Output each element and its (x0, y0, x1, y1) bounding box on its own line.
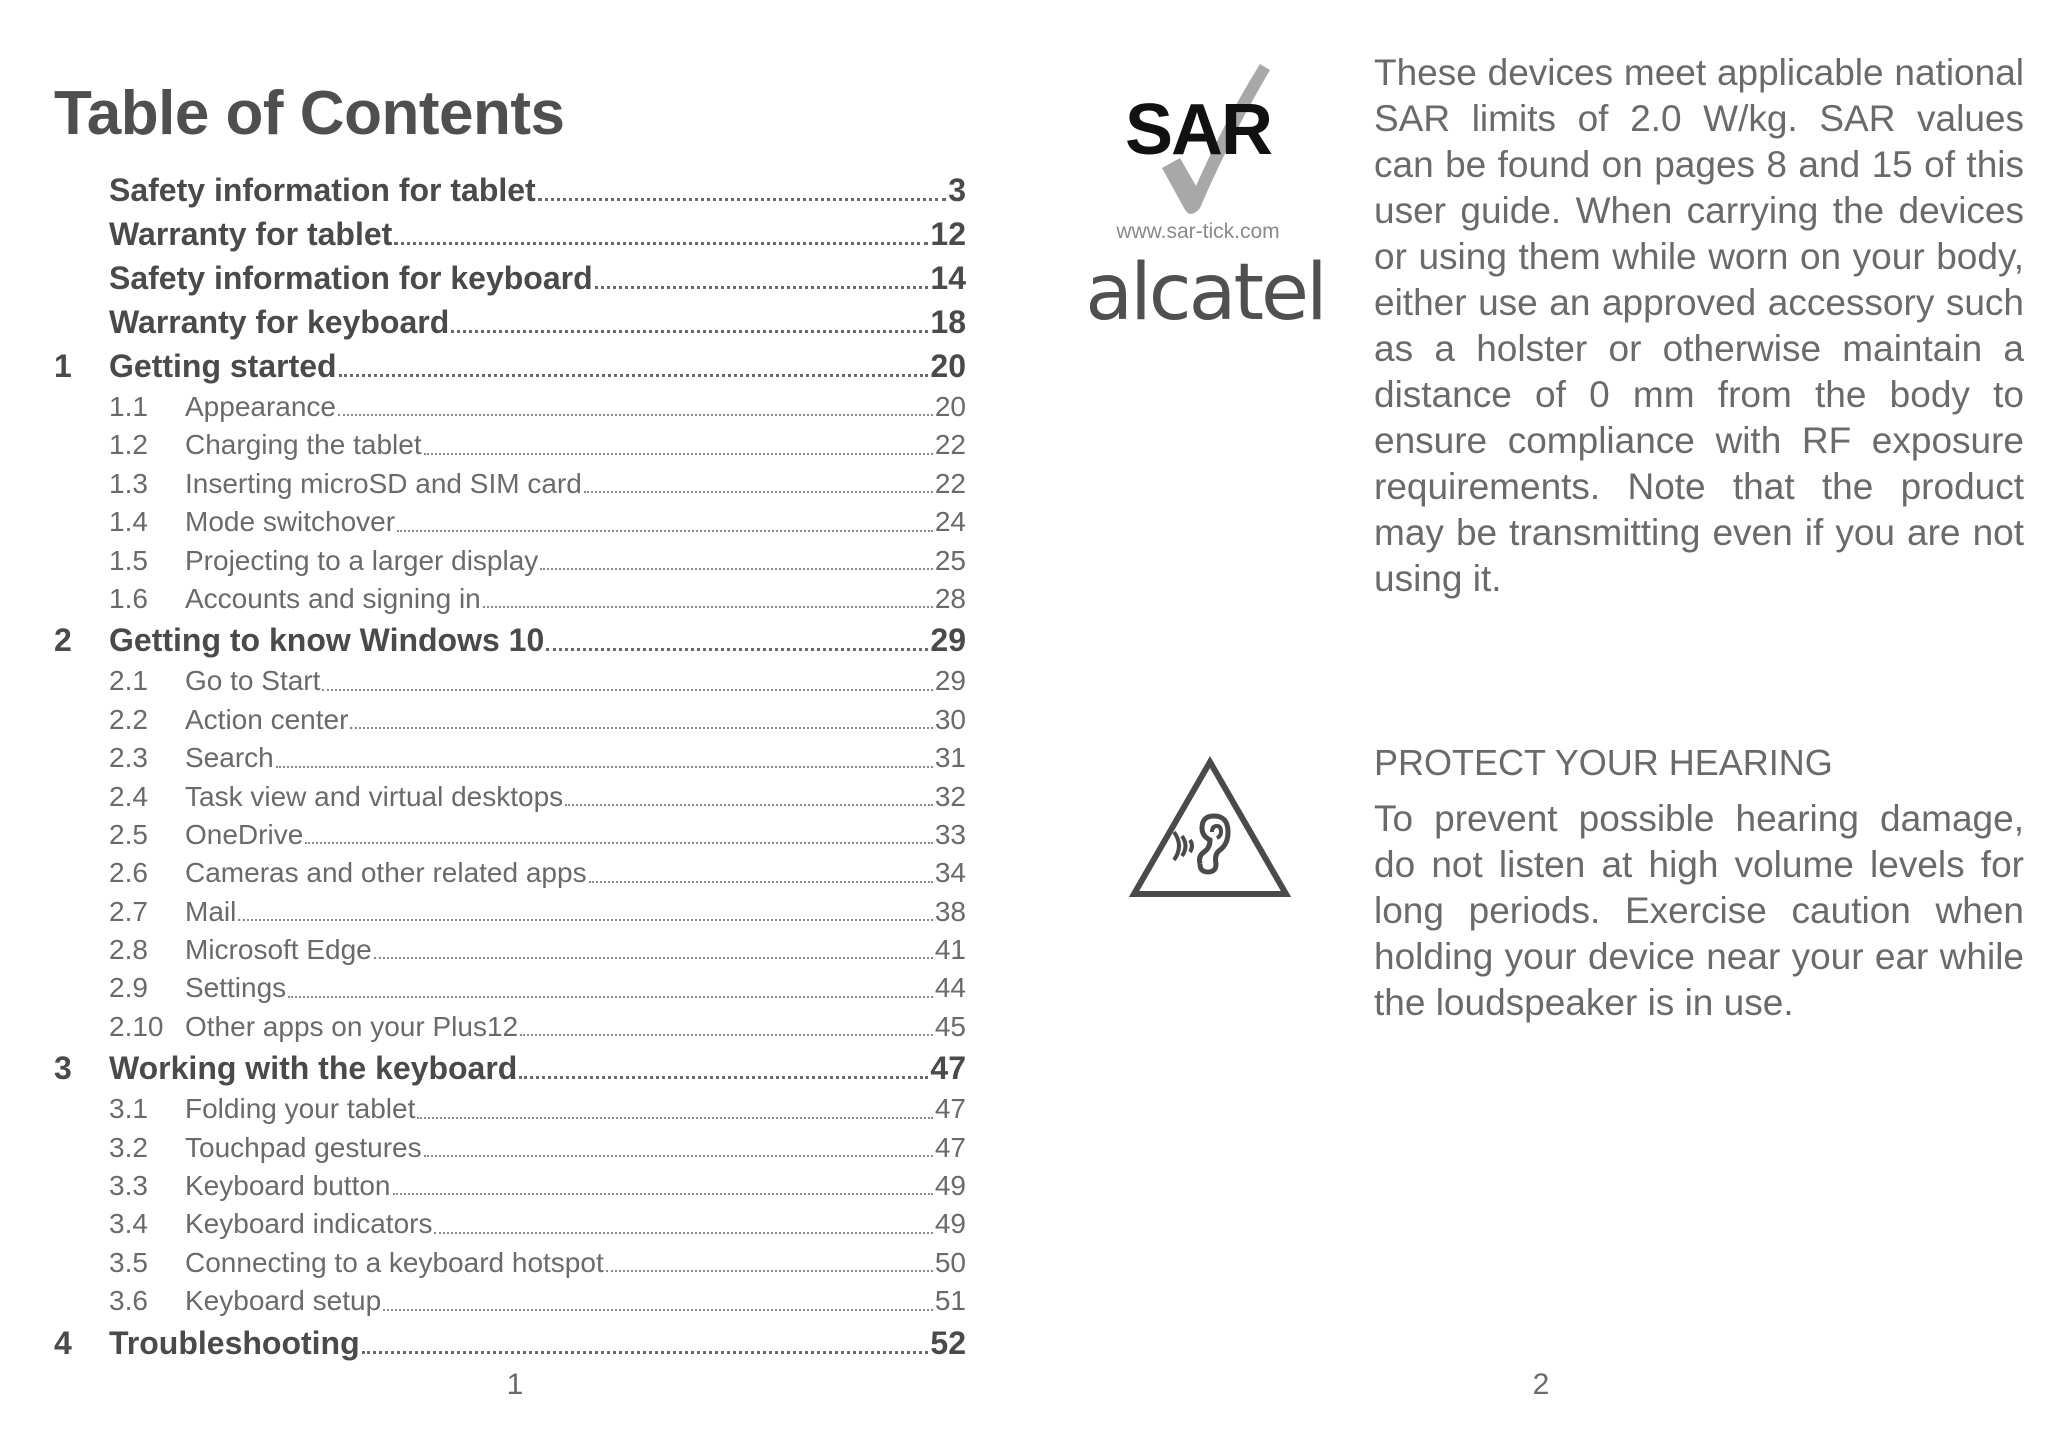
toc-title: Search (185, 742, 274, 774)
toc-page-number: 34 (934, 857, 966, 889)
toc-page-number: 50 (934, 1246, 966, 1278)
toc-section[interactable] (54, 1282, 966, 1320)
toc-section[interactable] (54, 931, 966, 969)
page-number-right: 2 (1532, 1368, 1550, 1401)
toc-chapter[interactable] (54, 212, 966, 256)
toc-title: Keyboard indicators (185, 1208, 433, 1240)
toc-number: 2.4 (109, 780, 148, 812)
toc-section[interactable] (54, 816, 966, 854)
toc-number: 3 (54, 1050, 72, 1087)
toc-number: 2.7 (109, 895, 148, 927)
toc-section[interactable] (54, 1244, 966, 1282)
toc-title: Troubleshooting (109, 1324, 360, 1361)
toc-leader (595, 286, 929, 289)
toc-page-number: 20 (930, 348, 966, 384)
sar-logo-text: SAR (1124, 90, 1272, 170)
toc-number: 1 (54, 348, 72, 384)
toc-section[interactable] (54, 426, 966, 464)
toc-page-number: 41 (934, 934, 966, 966)
toc-leader (350, 727, 932, 729)
toc-title: Mode switchover (185, 506, 396, 538)
toc-number: 2.10 (109, 1010, 164, 1042)
toc-leader (393, 1193, 933, 1195)
toc-title: Connecting to a keyboard hotspot (185, 1246, 604, 1278)
toc-title: Action center (185, 703, 349, 735)
toc-leader (424, 453, 933, 455)
toc-number: 2.9 (109, 972, 148, 1004)
alcatel-logo: alcatel (1085, 248, 1325, 338)
toc-title: Microsoft Edge (185, 934, 372, 966)
toc-number: 1.1 (109, 391, 148, 422)
toc-page-number: 52 (930, 1324, 966, 1361)
toc-number: 3.2 (109, 1131, 148, 1163)
toc-section[interactable] (54, 662, 966, 700)
toc-title: Working with the keyboard (109, 1050, 518, 1087)
toc-section[interactable] (54, 739, 966, 777)
toc-title: Mail (185, 895, 237, 927)
toc-title: Other apps on your Plus12 (185, 1010, 519, 1042)
toc-title: Touchpad gestures (185, 1131, 422, 1163)
toc-leader (546, 648, 928, 651)
toc-leader (338, 414, 933, 416)
toc-title: Keyboard setup (185, 1285, 382, 1317)
toc-number: 1.6 (109, 582, 148, 614)
toc-leader (339, 374, 929, 377)
toc-section[interactable] (54, 503, 966, 541)
toc-leader (540, 568, 933, 570)
toc-leader (394, 242, 928, 245)
toc-title: Charging the tablet (185, 429, 422, 461)
toc-page-number: 29 (930, 622, 966, 659)
toc-page-number: 25 (934, 544, 966, 576)
toc-section[interactable] (54, 580, 966, 618)
toc-leader (434, 1232, 932, 1234)
toc-page-number: 44 (934, 972, 966, 1004)
toc-page-number: 22 (934, 467, 966, 499)
toc-page-number: 14 (930, 260, 966, 296)
sar-paragraph: These devices meet applicable national SAR limits of 2.0 W/kg. SAR values can be found on pages 8 and 15 of this user guide. When carrying the devices or using them while worn on your body, either use an approved accessory such as a holster or otherwise maintain a distance of 0 mm from the body to ensure compliance with RF exposure requirements. Note that the product may be transmitting even if you are not using it. (1374, 52, 2024, 599)
toc-page-number: 49 (934, 1170, 966, 1202)
hearing-heading: PROTECT YOUR HEARING (1374, 742, 1833, 783)
toc-number: 2.5 (109, 818, 148, 850)
toc-title: Keyboard button (185, 1170, 391, 1202)
toc-page-number: 31 (934, 742, 966, 774)
toc-page-number: 12 (930, 216, 966, 252)
toc-page-number: 18 (930, 304, 966, 340)
toc-leader (305, 842, 933, 844)
toc-page-number: 47 (930, 1050, 966, 1087)
toc-title: Task view and virtual desktops (185, 780, 564, 812)
toc-page-number: 45 (934, 1010, 966, 1042)
page-title: Table of Contents (54, 79, 565, 148)
toc-number: 3.3 (109, 1170, 148, 1202)
page-number-left: 1 (506, 1368, 524, 1401)
toc-number: 3.1 (109, 1093, 148, 1125)
toc-leader (276, 766, 933, 768)
sound-waves-icon (1174, 832, 1192, 860)
toc-leader (424, 1155, 933, 1157)
toc-page-number: 32 (934, 780, 966, 812)
toc-title: Inserting microSD and SIM card (185, 467, 582, 499)
toc-section[interactable] (54, 465, 966, 503)
toc-chapter[interactable] (54, 256, 966, 300)
toc-section[interactable] (54, 701, 966, 739)
toc-number: 2 (54, 622, 72, 659)
toc-title: Folding your tablet (185, 1093, 416, 1125)
toc-title: Projecting to a larger display (185, 544, 539, 576)
toc-section[interactable] (54, 1129, 966, 1167)
toc-number: 2.6 (109, 857, 148, 889)
toc-chapter[interactable] (54, 1321, 966, 1365)
toc-page-number: 20 (934, 391, 966, 422)
toc-number: 1.2 (109, 429, 148, 461)
toc-leader (322, 689, 932, 691)
toc-number: 1.3 (109, 467, 148, 499)
hearing-paragraph: To prevent possible hearing damage, do not listen at high volume levels for long periods. Exercise caution when holding your device near your ear while the loudspeaker is in use. (1374, 798, 2024, 1023)
toc-page-number: 47 (934, 1093, 966, 1125)
right-page (1024, 0, 2048, 1455)
toc-section[interactable] (54, 1008, 966, 1046)
toc-page-number: 28 (934, 582, 966, 614)
toc-section[interactable] (54, 388, 966, 426)
ear-icon (1200, 816, 1229, 872)
toc-leader (565, 804, 933, 806)
toc-title: Warranty for tablet (109, 216, 393, 252)
toc-number: 4 (54, 1324, 72, 1361)
toc-leader (383, 1309, 933, 1311)
toc-title: Safety information for keyboard (109, 260, 593, 296)
toc-number: 2.1 (109, 665, 148, 697)
toc-title: Cameras and other related apps (185, 857, 587, 889)
toc-chapter[interactable] (54, 300, 966, 344)
toc-number: 2.3 (109, 742, 148, 774)
sar-url: www.sar-tick.com (1116, 220, 1280, 243)
toc-title: Getting started (109, 348, 337, 384)
toc-number: 3.4 (109, 1208, 148, 1240)
toc-number: 1.4 (109, 506, 148, 538)
toc-section[interactable] (54, 969, 966, 1007)
toc-leader (362, 1351, 929, 1354)
toc-page-number: 30 (934, 703, 966, 735)
toc-leader (519, 1076, 928, 1079)
toc-title: Getting to know Windows 10 (109, 622, 545, 659)
toc-leader (584, 491, 933, 493)
toc-page-number: 51 (934, 1285, 966, 1317)
toc-page-number: 38 (934, 895, 966, 927)
toc-section[interactable] (54, 854, 966, 892)
toc-leader (238, 919, 933, 921)
toc-number: 1.5 (109, 544, 148, 576)
toc-title: Safety information for tablet (109, 172, 536, 208)
toc-number: 3.5 (109, 1246, 148, 1278)
toc-title: Go to Start (185, 665, 321, 697)
toc-page-number: 33 (934, 818, 966, 850)
toc-section[interactable] (54, 1167, 966, 1205)
toc-leader (483, 606, 933, 608)
toc-section[interactable] (54, 1205, 966, 1243)
toc-title: Appearance (185, 391, 337, 422)
toc-page-number: 47 (934, 1131, 966, 1163)
toc-leader (451, 330, 928, 333)
toc-page-number: 49 (934, 1208, 966, 1240)
toc-chapter[interactable] (54, 168, 966, 212)
toc-page-number: 29 (934, 665, 966, 697)
toc-leader (589, 881, 933, 883)
toc-leader (397, 530, 933, 532)
table-of-contents (54, 168, 966, 1365)
toc-title: Warranty for keyboard (109, 304, 450, 340)
toc-page-number: 24 (934, 506, 966, 538)
toc-title: Accounts and signing in (185, 582, 481, 614)
toc-chapter[interactable] (54, 618, 966, 662)
toc-section[interactable] (54, 778, 966, 816)
toc-title: OneDrive (185, 818, 304, 850)
toc-number: 2.2 (109, 703, 148, 735)
toc-page-number: 3 (948, 172, 966, 208)
toc-leader (417, 1117, 932, 1119)
toc-section[interactable] (54, 542, 966, 580)
toc-leader (538, 198, 947, 201)
toc-chapter[interactable] (54, 1046, 966, 1090)
toc-title: Settings (185, 972, 287, 1004)
toc-page-number: 22 (934, 429, 966, 461)
toc-number: 3.6 (109, 1285, 148, 1317)
toc-leader (520, 1034, 933, 1036)
toc-number: 2.8 (109, 934, 148, 966)
toc-leader (288, 996, 933, 998)
toc-section[interactable] (54, 1090, 966, 1128)
toc-leader (606, 1270, 933, 1272)
toc-section[interactable] (54, 893, 966, 931)
toc-chapter[interactable] (54, 344, 966, 388)
toc-leader (374, 957, 933, 959)
hearing-warning-icon (1128, 756, 1292, 900)
